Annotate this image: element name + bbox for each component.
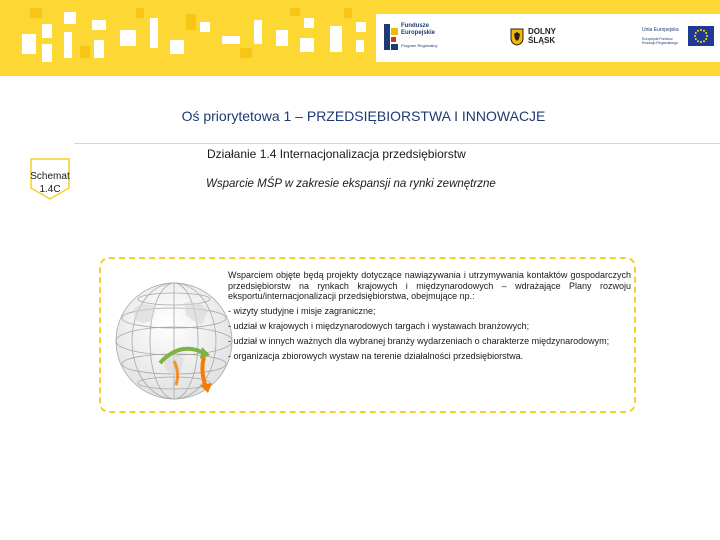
dolny-slask-line1: DOLNY [528,27,556,36]
header-banner [0,0,720,76]
schemat-label: Schemat [30,171,70,182]
eu-flag-icon [688,26,714,46]
content-intro: Wsparciem objęte będą projekty dotyczące nawiązywania i utrzymywania kontaktów gospodarczych przedsiębiorstw na rynkach krajowych i międzynarodowych – wdrażające Plany rozwoju eksportu/internacjonalizacji przedsiębiorstwa, obejmujące np.: [228,270,631,301]
dolny-slask-logo [510,26,570,50]
list-item: - udział w innych ważnych dla wybranej branży wydarzeniach o charakterze międzynarodowym; [228,336,610,346]
fundusze-europejskie-icon [384,24,398,50]
dolny-slask-crest-icon [510,28,524,46]
eu-line1: Unia Europejska [642,27,679,33]
list-item: - udział w krajowych i międzynarodowych targach i wystawach branżowych; [228,321,530,331]
eu-line2: Europejski Fundusz Rozwoju Regionalnego [642,37,678,45]
globe-arrows-illustration [104,263,234,408]
fundusze-line1: Fundusze [401,23,429,29]
schemat-number: 1.4C [39,184,61,195]
title-divider [74,143,720,144]
scheme-subtitle: Wsparcie MŚP w zakresie ekspansji na rynki zewnętrzne [206,178,496,190]
content-text [228,270,631,366]
list-item: - wizyty studyjne i misje zagraniczne; [228,306,376,316]
list-item: - organizacja zbiorowych wystaw na terenie działalności przedsiębiorstwa. [228,351,524,361]
schemat-badge [30,158,70,200]
action-heading: Działanie 1.4 Internacjonalizacja przedsiębiorstw [207,147,466,161]
fundusze-subline: Program Regionalny [401,43,438,48]
fundusze-europejskie-logo [384,22,454,54]
eu-logo [642,26,716,50]
dolny-slask-line2: ŚLĄSK [528,36,556,45]
page-title: Oś priorytetowa 1 – PRZEDSIĘBIORSTWA I INNOWACJE [181,108,546,124]
fundusze-line2: Europejskie [401,30,436,36]
